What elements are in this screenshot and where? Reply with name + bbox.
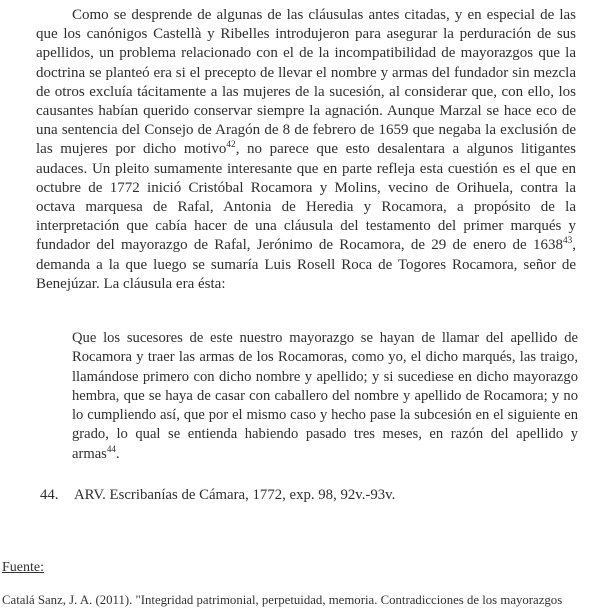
footnote-number: 44. bbox=[40, 487, 59, 503]
body-paragraph bbox=[36, 6, 576, 294]
footnote-reference-43: 43 bbox=[562, 236, 573, 247]
source-citation: Catalá Sanz, J. A. (2011). "Integridad patrimonial, perpetuidad, memoria. Contradicciones de los mayorazgos bbox=[2, 593, 563, 607]
footnote-reference-44: 44 bbox=[106, 443, 116, 454]
blockquote-text: Que los sucesores de este nuestro mayorazgo se hayan de llamar del apellido de Rocamora y traer las armas de los Rocamoras, como yo, el dicho marqués, las traigo, llamándose primero con dicho nombre y apellido; y si sucediese en dicho mayorazgo hembra, que se haya de casar con caballero del nombre y apellido de Rocamora; y no lo cumpliendo así, que por el mismo caso y hecho pase la subcesión en el siguiente en grado, lo qual se entienda habiendo pasado tres meses, en razón del apellido y armas bbox=[72, 330, 578, 462]
footnote-44 bbox=[40, 486, 576, 505]
paragraph-text-1: Como se desprende de algunas de las cláusulas antes citadas, y en especial de las que los canónigos Castellà y Ribelles introdujeron para asegurar la perduración de sus apellidos, un problema relacionado con el de la incompatibilidad de mayorazgos que la doctrina se planteó era si el precepto de llevar el nombre y armas del fundador sin mezcla de otros excluía tácitamente a las mujeres de la sucesión, al considerar que, con ello, los causantes habían querido conservar siempre la agnación. Aunque Marzal se hace eco de una sentencia del Consejo de Aragón de 8 de febrero de 1659 que negaba la exclusión de las mujeres por dicho motivo bbox=[36, 7, 576, 158]
source-heading: Fuente: bbox=[2, 560, 44, 575]
testament-clause-blockquote bbox=[72, 329, 578, 464]
paragraph-text-3: , demanda a la que luego se sumaría Luis Rosell Roca de Togores Rocamora, señor de Benejúzar. La cláusula era ésta: bbox=[36, 237, 576, 292]
footnote-text: ARV. Escribanías de Cámara, 1772, exp. 98, 92v.-93v. bbox=[74, 487, 396, 503]
blockquote-text-end: . bbox=[115, 445, 120, 462]
paragraph-text-2: , no parece que esto desalentara a algunos litigantes audaces. Un pleito sumamente interesante que en parte refleja esta cuestión es el que en octubre de 1772 inició Cristóbal Rocamora y Molins, vecino de Orihuela, contra la octava marquesa de Rafal, Antonia de Heredia y Rocamora, a propósito de la interpretación que cabía hacer de una cláusula del testamento del primer marqués y fundador del mayorazgo de Rafal, Jerónimo de Rocamora, de 29 de enero de 1638 bbox=[36, 141, 576, 254]
footnote-reference-42: 42 bbox=[226, 140, 236, 151]
